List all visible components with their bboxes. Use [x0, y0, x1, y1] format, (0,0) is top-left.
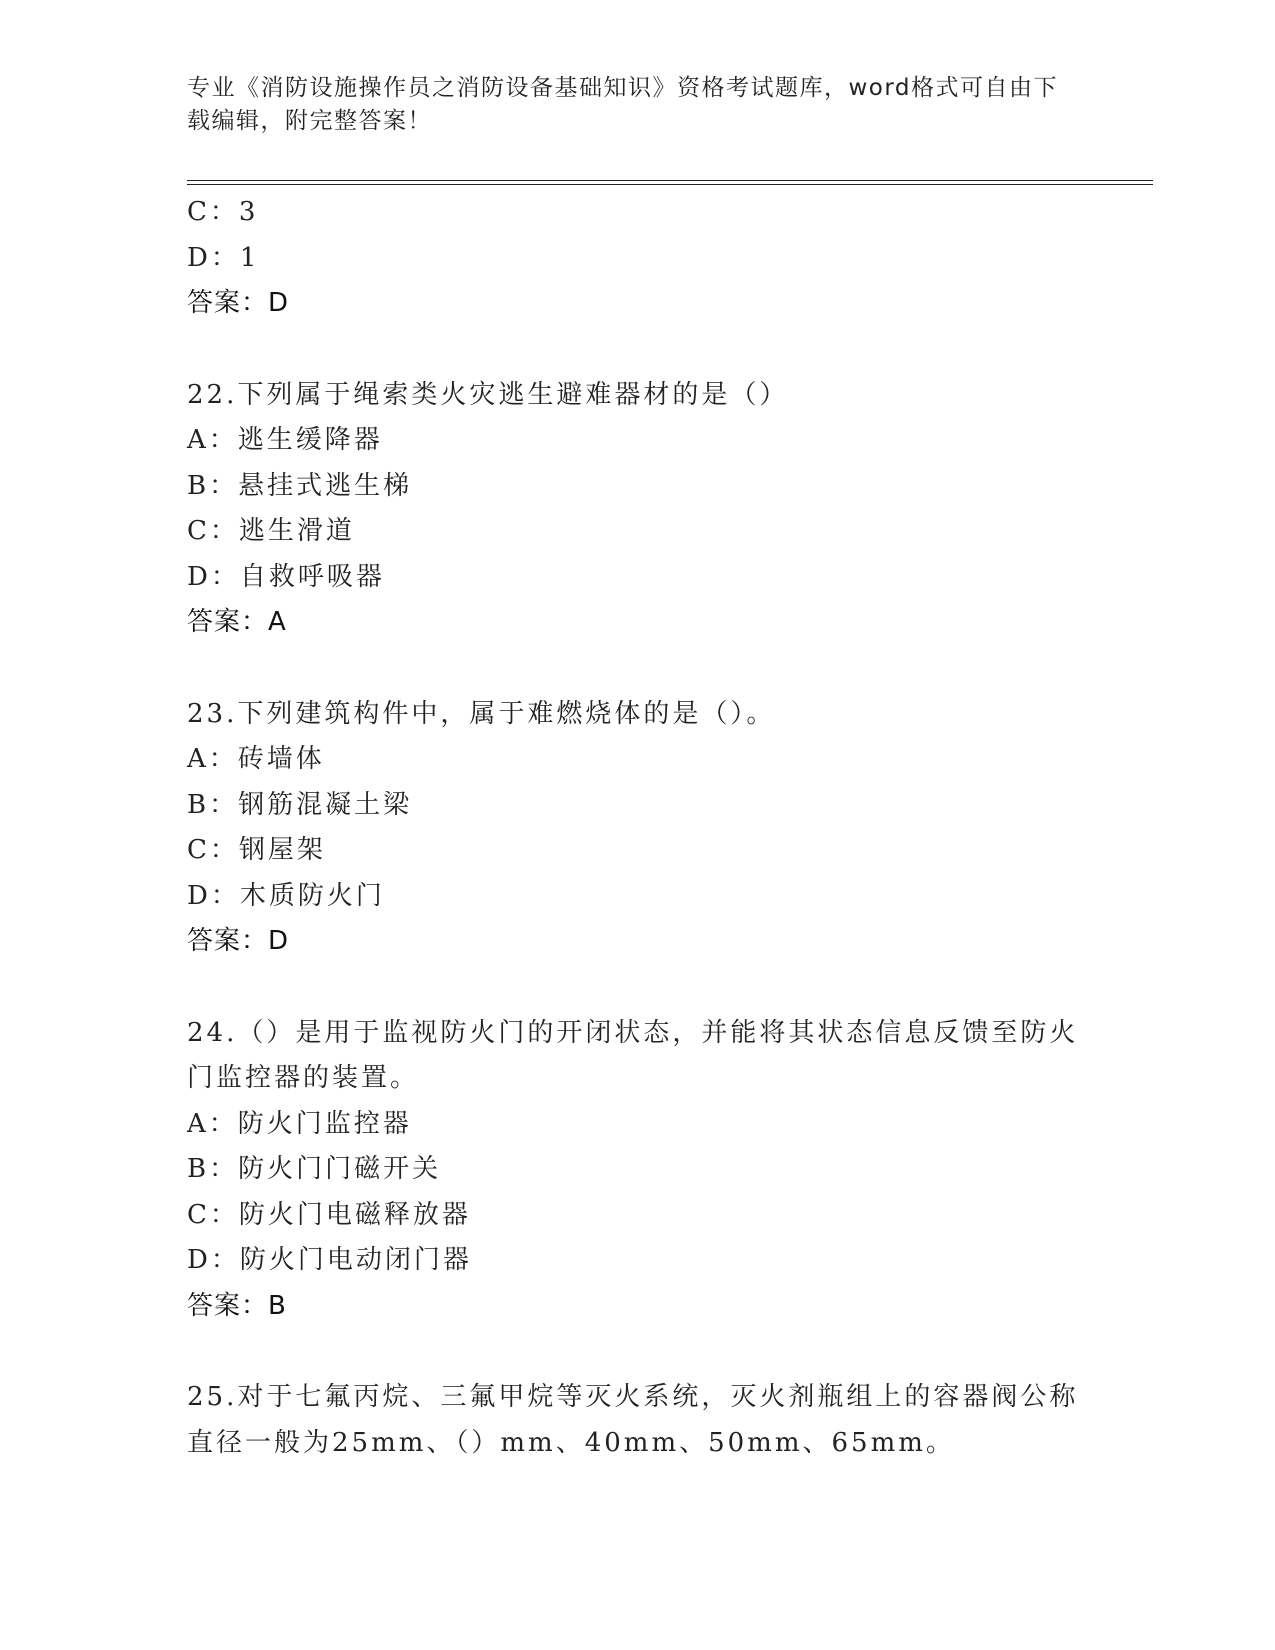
option-a: A：逃生缓降器 [187, 425, 383, 455]
question-24 [187, 1011, 1087, 1330]
spacer [187, 327, 1087, 373]
header-rule-top [187, 180, 1153, 181]
question-22 [187, 373, 1087, 646]
answer-line: 答案：D [187, 288, 290, 318]
spacer [187, 965, 1087, 1011]
option-d: D：1 [187, 242, 260, 273]
document-header: 专业《消防设施操作员之消防设备基础知识》资格考试题库，word格式可自由下载编辑，附完整答案！ [187, 75, 1059, 134]
option-c: C：3 [187, 197, 259, 227]
spacer [187, 646, 1087, 692]
option-a: A：防火门监控器 [187, 1108, 412, 1139]
question-23 [187, 692, 1087, 965]
option-d: D：自救呼吸器 [187, 561, 385, 592]
option-d: D：防火门电动闭门器 [187, 1245, 472, 1275]
question-25 [187, 1375, 1087, 1466]
previous-question-tail [187, 190, 1087, 327]
question-stem: 25.对于七氟丙烷、三氟甲烷等灭火系统，灭火剂瓶组上的容器阀公称直径一般为25mm、（）mm、40mm、50mm、65mm。 [187, 1382, 1079, 1458]
option-d: D：木质防火门 [187, 880, 385, 911]
option-b: B：防火门门磁开关 [187, 1154, 442, 1184]
question-stem: 22.下列属于绳索类火灾逃生避难器材的是（） [187, 379, 789, 410]
question-content [187, 190, 1087, 1466]
option-c: C：防火门电磁释放器 [187, 1199, 471, 1230]
answer-line: 答案：B [187, 1290, 287, 1321]
answer-line: 答案：D [187, 926, 290, 956]
header-rule-bottom [187, 184, 1153, 185]
question-stem: 23.下列建筑构件中，属于难燃烧体的是（）。 [187, 698, 776, 729]
spacer [187, 1329, 1087, 1375]
option-a: A：砖墙体 [187, 744, 325, 774]
option-c: C：钢屋架 [187, 835, 326, 865]
option-b: B：钢筋混凝土梁 [187, 789, 413, 820]
answer-line: 答案：A [187, 607, 287, 637]
question-stem: 24.（）是用于监视防火门的开闭状态，并能将其状态信息反馈至防火门监控器的装置。 [187, 1017, 1079, 1093]
option-b: B：悬挂式逃生梯 [187, 470, 413, 501]
option-c: C：逃生滑道 [187, 516, 355, 546]
